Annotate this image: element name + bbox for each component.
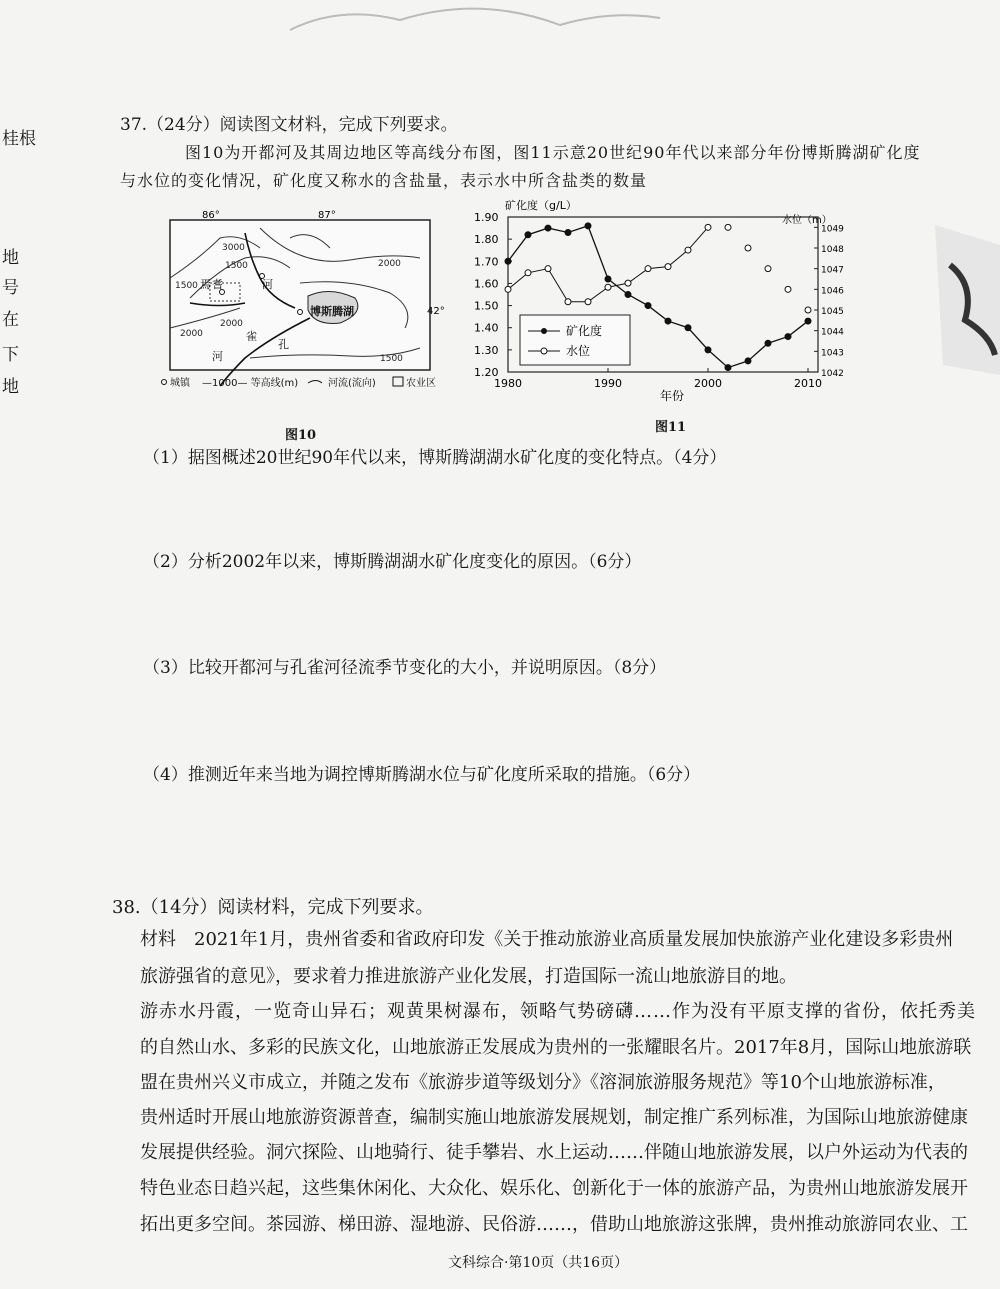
lat-label: 42° [427,306,445,317]
data-point-矿化度 [525,232,531,238]
data-point-矿化度 [705,347,711,353]
y-axis-label-left: 矿化度（g/L） [505,199,577,212]
data-point-水位 [785,286,791,292]
question-37-intro-line1: 图10为开都河及其周边地区等高线分布图，图11示意20世纪90年代以来部分年份博斯腾湖矿化度 [185,143,921,162]
page-footer: 文科综合·第10页（共16页） [448,1255,629,1271]
data-point-水位 [665,264,671,270]
legend-water: 水位 [566,344,591,358]
y-tick-label-left: 1.40 [474,321,499,335]
x-tick-label: 2010 [794,377,822,390]
question-37-sub-2: （2）分析2002年以来，博斯腾湖湖水矿化度变化的原因。（6分） [143,552,642,572]
data-point-矿化度 [585,223,591,229]
data-point-矿化度 [545,225,551,231]
data-point-矿化度 [505,258,511,264]
place-label: 河 [212,350,223,363]
data-point-水位 [745,245,751,251]
place-label: 耆 [212,278,223,291]
margin-char: 地 [2,377,19,397]
q38-line: 贵州适时开展山地旅游资源普查，编制实施山地旅游发展规划，制定推广系列标准，为国际山地旅游健康 [140,1107,968,1128]
margin-char: 号 [2,278,19,298]
y-tick-label-left: 1.20 [474,366,499,379]
figure-10-caption: 图10 [285,428,317,443]
y-tick-label-right: 1049 [821,224,844,235]
margin-char: 在 [2,310,19,330]
data-point-水位 [565,299,571,305]
chart-legend [520,315,630,365]
data-point-水位 [685,247,691,253]
y-tick-label-right: 1044 [821,327,844,338]
contour-label: 3000 [222,243,245,253]
y-tick-label-left: 1.70 [474,255,499,269]
figure-11-chart [470,195,855,410]
margin-char: 桂根 [2,129,36,149]
question-38-heading: 38.（14分）阅读材料，完成下列要求。 [112,897,434,918]
data-point-水位 [585,299,591,305]
place-label: 博斯腾湖 [310,305,354,318]
data-point-矿化度 [765,340,771,346]
question-37-sub-3: （3）比较开都河与孔雀河径流季节变化的大小，并说明原因。（8分） [143,658,667,678]
contour-label: 1500 [175,281,198,291]
data-point-水位 [525,270,531,276]
data-point-矿化度 [725,365,731,371]
q38-line: 材料 2021年1月，贵州省委和省政府印发《关于推动旅游业高质量发展加快旅游产业化建设多彩贵州 [140,929,954,950]
page-edge-shadow [935,225,1000,375]
y-tick-label-right: 1047 [821,265,844,276]
y-ticks-left [474,211,512,379]
binding-clip-decoration [280,0,680,40]
figure-10-map [150,208,450,403]
figure-11-caption: 图11 [655,420,687,435]
legend-contour: —1000— 等高线(m) [202,378,299,389]
y-tick-label-right: 1048 [821,245,844,255]
data-point-矿化度 [785,334,791,340]
y-tick-label-right: 1045 [821,307,844,317]
data-point-矿化度 [625,292,631,298]
y-tick-label-right: 1043 [821,348,844,359]
y-tick-label-left: 1.50 [474,299,499,313]
data-point-矿化度 [745,358,751,364]
data-point-水位 [645,266,651,272]
data-point-水位 [805,307,811,313]
contour-label: 2000 [378,259,401,269]
place-label: 雀 [246,330,257,343]
q38-line: 的自然山水、多彩的民族文化，山地旅游正发展成为贵州的一张耀眼名片。2017年8月，国际山地旅游联 [140,1037,972,1058]
data-point-水位 [505,286,511,292]
q38-line: 特色业态日趋兴起，这些集休闲化、大众化、娱乐化、创新化于一体的旅游产品，为贵州山地旅游发展开 [140,1178,968,1199]
legend-river: 河流(流向) [328,378,376,389]
data-point-矿化度 [805,318,811,324]
place-label: 焉 [200,278,211,291]
q38-line: 旅游强省的意见》，要求着力推进旅游产业化发展，打造国际一流山地旅游目的地。 [140,966,797,987]
data-point-水位 [725,224,731,230]
data-point-矿化度 [565,230,571,236]
data-point-矿化度 [685,325,691,331]
data-point-矿化度 [665,318,671,324]
question-37-sub-1: （1）据图概述20世纪90年代以来，博斯腾湖湖水矿化度的变化特点。（4分） [143,448,727,468]
lon-label: 87° [318,210,336,221]
y-tick-label-left: 1.80 [474,233,499,247]
lon-label: 86° [202,210,220,221]
contour-label: 1500 [225,261,248,271]
place-label: 河 [262,278,273,291]
legend-town: 城镇 [170,378,190,389]
q38-line: 拓出更多空间。茶园游、梯田游、湿地游、民俗游……，借助山地旅游这张牌，贵州推动旅游同农业、工 [140,1214,968,1235]
contour-label: 2000 [180,329,203,339]
data-point-水位 [705,224,711,230]
y-tick-label-left: 1.30 [474,343,499,357]
q38-line: 游赤水丹霞，一览奇山异石；观黄果树瀑布，领略气势磅礴……作为没有平原支撑的省份，依托秀美 [140,1001,976,1022]
data-point-水位 [625,280,631,286]
q38-line: 发展提供经验。洞穴探险、山地骑行、徒手攀岩、水上运动……伴随山地旅游发展，以户外运动为代表的 [140,1142,968,1163]
x-axis-label: 年份 [660,389,685,403]
data-point-水位 [605,284,611,290]
y-tick-label-right: 1046 [821,286,844,297]
margin-char: 下 [2,345,19,365]
x-tick-label: 1990 [594,377,622,390]
q38-line: 盟在贵州兴义市成立，并随之发布《旅游步道等级划分》《溶洞旅游服务规范》等10个山地旅游标准， [140,1072,946,1093]
contour-label: 2000 [220,319,243,329]
data-point-矿化度 [645,303,651,309]
y-tick-label-left: 1.60 [474,277,499,291]
x-ticks [494,368,822,390]
x-tick-label: 1980 [494,377,522,390]
x-tick-label: 2000 [694,377,722,390]
place-label: 孔 [278,338,289,351]
margin-char: 地 [2,248,19,268]
data-point-水位 [545,266,551,272]
y-axis-label-right: 水位（m） [782,215,832,226]
y-tick-label-left: 1.90 [474,211,499,224]
question-37-intro-line2: 与水位的变化情况，矿化度又称水的含盐量，表示水中所含盐类的数量 [120,171,648,190]
question-37-sub-4: （4）推测近年来当地为调控博斯腾湖水位与矿化度所采取的措施。（6分） [143,765,701,785]
data-point-水位 [765,266,771,272]
legend-mineral: 矿化度 [566,324,603,338]
contour-label: 1500 [380,354,403,364]
question-37-heading: 37.（24分）阅读图文材料，完成下列要求。 [120,115,458,135]
data-point-矿化度 [605,276,611,282]
legend-farm: 农业区 [406,378,436,389]
y-tick-label-right: 1042 [821,369,844,379]
